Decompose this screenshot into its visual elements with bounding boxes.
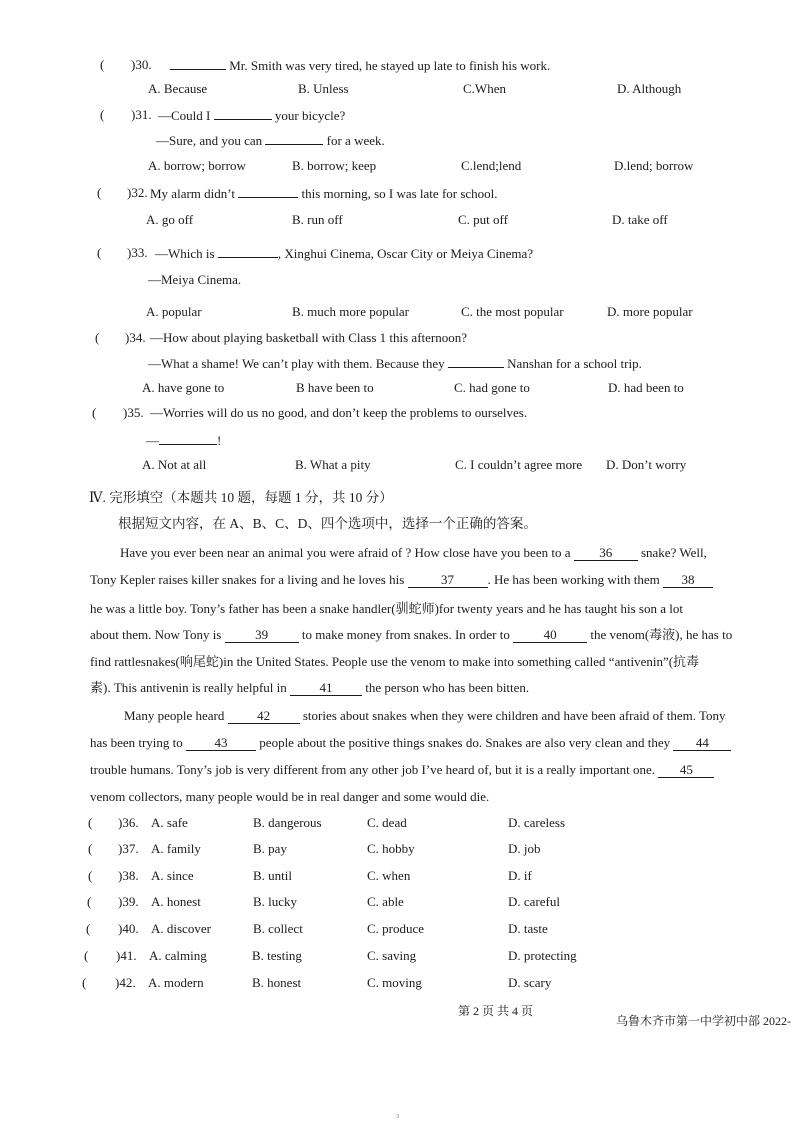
question-text: Mr. Smith was very tired, he stayed up late to finish his work.	[170, 57, 550, 74]
cloze-blank-44: 44	[673, 736, 731, 751]
cloze-blank-43: 43	[186, 736, 256, 751]
question-text: —What a shame! We can’t play with them. Because they Nanshan for a school trip.	[148, 356, 642, 371]
option-c: C. moving	[367, 975, 422, 990]
passage-line: find rattlesnakes(响尾蛇)in the United States. People use the venom to make into something called “antivenin”(抗毒	[90, 654, 700, 669]
option-b: B. Unless	[298, 81, 349, 96]
options-35	[0, 457, 794, 477]
question-number: )42.	[115, 975, 136, 990]
question-31-line2	[0, 132, 794, 152]
option-d: D. Don’t worry	[606, 457, 687, 472]
question-32	[0, 185, 794, 205]
answer-paren: (	[97, 245, 102, 260]
cloze-blank-37: 37	[408, 573, 488, 588]
answer-paren: (	[86, 921, 91, 936]
question-number: )40.	[118, 921, 139, 936]
passage-line: Tony Kepler raises killer snakes for a living and he loves his 37 . He has been working with them 38	[90, 572, 770, 588]
option-c: C. produce	[367, 921, 425, 936]
question-number: )39.	[118, 894, 139, 909]
question-number: )33.	[127, 245, 148, 260]
answer-paren: (	[88, 815, 93, 830]
question-number: )34.	[125, 330, 146, 345]
cloze-blank-39: 39	[225, 628, 299, 643]
option-d: D. taste	[508, 921, 548, 936]
answer-blank	[170, 57, 226, 70]
cloze-blank-45: 45	[658, 763, 714, 778]
option-b: B. pay	[253, 841, 287, 856]
cloze-question-36	[0, 815, 794, 835]
scan-mark-row	[0, 1114, 794, 1134]
cloze-question-38	[0, 868, 794, 888]
section-instruction: 根据短文内容，在 A、B、C、D、四个选项中，选择一个正确的答案。	[118, 516, 537, 531]
cloze-blank-38: 38	[663, 573, 713, 588]
option-a: A. honest	[151, 894, 201, 909]
option-c: C. had gone to	[454, 380, 530, 395]
section-title: Ⅳ. 完形填空（本题共 10 题，每题 1 分，共 10 分）	[89, 490, 393, 505]
answer-paren: (	[100, 107, 105, 122]
passage-line: trouble humans. Tony’s job is very different from any other job I’ve heard of, but it is a really important one. 45	[90, 762, 770, 778]
section-heading	[0, 486, 794, 506]
school-name: 乌鲁木齐市第一中学初中部 2022-	[616, 1014, 791, 1028]
option-b: B. borrow; keep	[292, 158, 377, 173]
option-b: B. collect	[253, 921, 303, 936]
question-number: )41.	[116, 948, 137, 963]
cloze-blank-40: 40	[513, 628, 587, 643]
option-a: A. family	[151, 841, 201, 856]
option-b: B. dangerous	[253, 815, 322, 830]
answer-paren: (	[82, 975, 87, 990]
question-number: )36.	[118, 815, 139, 830]
answer-paren: (	[88, 868, 93, 883]
question-number: )31.	[131, 107, 152, 122]
option-c: C. the most popular	[461, 304, 564, 319]
option-c: C. dead	[367, 815, 407, 830]
answer-blank	[265, 132, 323, 145]
options-32	[0, 212, 794, 232]
option-b: B. until	[253, 868, 293, 883]
option-c: C.lend;lend	[461, 158, 522, 173]
option-d: D. careless	[508, 815, 566, 830]
answer-paren: (	[95, 330, 100, 345]
option-b: B. much more popular	[292, 304, 409, 319]
page-footer	[0, 1002, 794, 1028]
cloze-blank-42: 42	[228, 709, 300, 724]
option-d: D. protecting	[508, 948, 577, 963]
question-35	[0, 405, 794, 425]
option-a: A. Not at all	[142, 457, 207, 472]
question-text: —Meiya Cinema.	[148, 272, 242, 287]
option-c: C. able	[367, 894, 404, 909]
passage-line: has been trying to 43 people about the positive things snakes do. Snakes are also very clean and they 44	[90, 735, 770, 751]
passage-line: venom collectors, many people would be in real danger and some would die.	[90, 789, 490, 804]
answer-blank	[218, 245, 278, 258]
option-a: A. have gone to	[142, 380, 225, 395]
option-a: A. modern	[148, 975, 204, 990]
scan-mark: 3	[396, 1114, 399, 1120]
option-a: A. safe	[151, 815, 188, 830]
options-34	[0, 380, 794, 400]
answer-paren: (	[84, 948, 89, 963]
section-instruction-row	[0, 512, 794, 532]
answer-paren: (	[88, 841, 93, 856]
option-b: B have been to	[296, 380, 374, 395]
question-31	[0, 107, 794, 127]
option-b: B. lucky	[253, 894, 298, 909]
question-number: )38.	[118, 868, 139, 883]
cloze-blank-36: 36	[574, 546, 638, 561]
option-b: B. honest	[252, 975, 302, 990]
option-d: D. careful	[508, 894, 560, 909]
passage-line: about them. Now Tony is 39 to make money from snakes. In order to 40 the venom(毒液), he has to	[90, 627, 733, 642]
passage-line: 素). This antivenin is really helpful in 41 the person who has been bitten.	[90, 680, 530, 695]
options-33	[0, 304, 794, 324]
option-d: D. if	[508, 868, 532, 883]
question-text: My alarm didn’t this morning, so I was late for school.	[150, 186, 498, 201]
passage-line: Have you ever been near an animal you were afraid of ? How close have you been to a 36 snake? Well,	[120, 545, 707, 560]
option-c: C.When	[463, 81, 506, 96]
question-35-line2	[0, 432, 794, 452]
answer-paren: (	[100, 57, 105, 72]
option-c: C. I couldn’t agree more	[455, 457, 583, 472]
question-34	[0, 330, 794, 350]
passage-line: Many people heard 42 stories about snakes when they were children and have been afraid of them. Tony	[124, 708, 726, 723]
answer-blank	[238, 185, 298, 198]
cloze-question-39	[0, 894, 794, 914]
option-a: A. since	[151, 868, 194, 883]
question-number: )35.	[123, 405, 144, 420]
question-text: —Worries will do us no good, and don’t keep the problems to ourselves.	[150, 405, 528, 420]
option-b: B. run off	[292, 212, 343, 227]
option-d: D. job	[508, 841, 541, 856]
answer-paren: (	[97, 185, 102, 200]
option-c: C. put off	[458, 212, 508, 227]
question-text: —Which is , Xinghui Cinema, Oscar City or Meiya Cinema?	[155, 246, 534, 261]
option-d: D.lend; borrow	[614, 158, 694, 173]
question-33	[0, 245, 794, 265]
option-b: B. What a pity	[295, 457, 371, 472]
options-30	[0, 81, 794, 101]
question-number: )37.	[118, 841, 139, 856]
cloze-question-41	[0, 948, 794, 968]
cloze-question-40	[0, 921, 794, 941]
answer-blank	[159, 432, 217, 445]
option-c: C. when	[367, 868, 411, 883]
option-d: D. had been to	[608, 380, 684, 395]
question-number: )32.	[127, 185, 148, 200]
question-34-line2	[0, 355, 794, 375]
question-text: — !	[146, 433, 222, 448]
answer-blank	[214, 107, 272, 120]
option-a: A. popular	[146, 304, 202, 319]
answer-paren: (	[92, 405, 97, 420]
question-33-line2	[0, 272, 794, 292]
option-a: A. borrow; borrow	[148, 158, 246, 173]
question-text: —How about playing basketball with Class 1 this afternoon?	[150, 330, 468, 345]
option-a: A. go off	[146, 212, 194, 227]
page-number: 第 2 页 共 4 页	[458, 1004, 534, 1018]
option-d: D. more popular	[607, 304, 693, 319]
cloze-blank-41: 41	[290, 681, 362, 696]
option-d: D. scary	[508, 975, 552, 990]
option-a: A. calming	[149, 948, 207, 963]
option-a: A. discover	[151, 921, 211, 936]
option-c: C. hobby	[367, 841, 415, 856]
option-d: D. Although	[617, 81, 682, 96]
option-c: C. saving	[367, 948, 417, 963]
question-text: —Sure, and you can for a week.	[156, 133, 385, 148]
option-b: B. testing	[252, 948, 302, 963]
options-31	[0, 158, 794, 178]
question-number: )30.	[131, 57, 152, 72]
answer-blank	[448, 355, 504, 368]
question-text: —Could I your bicycle?	[158, 108, 346, 123]
answer-paren: (	[87, 894, 92, 909]
option-d: D. take off	[612, 212, 668, 227]
cloze-question-42	[0, 975, 794, 995]
question-30	[0, 57, 794, 77]
passage-line: he was a little boy. Tony’s father has been a snake handler(驯蛇师)for twenty years and he has taught his son a lot	[90, 601, 683, 616]
option-a: A. Because	[148, 81, 208, 96]
cloze-question-37	[0, 841, 794, 861]
